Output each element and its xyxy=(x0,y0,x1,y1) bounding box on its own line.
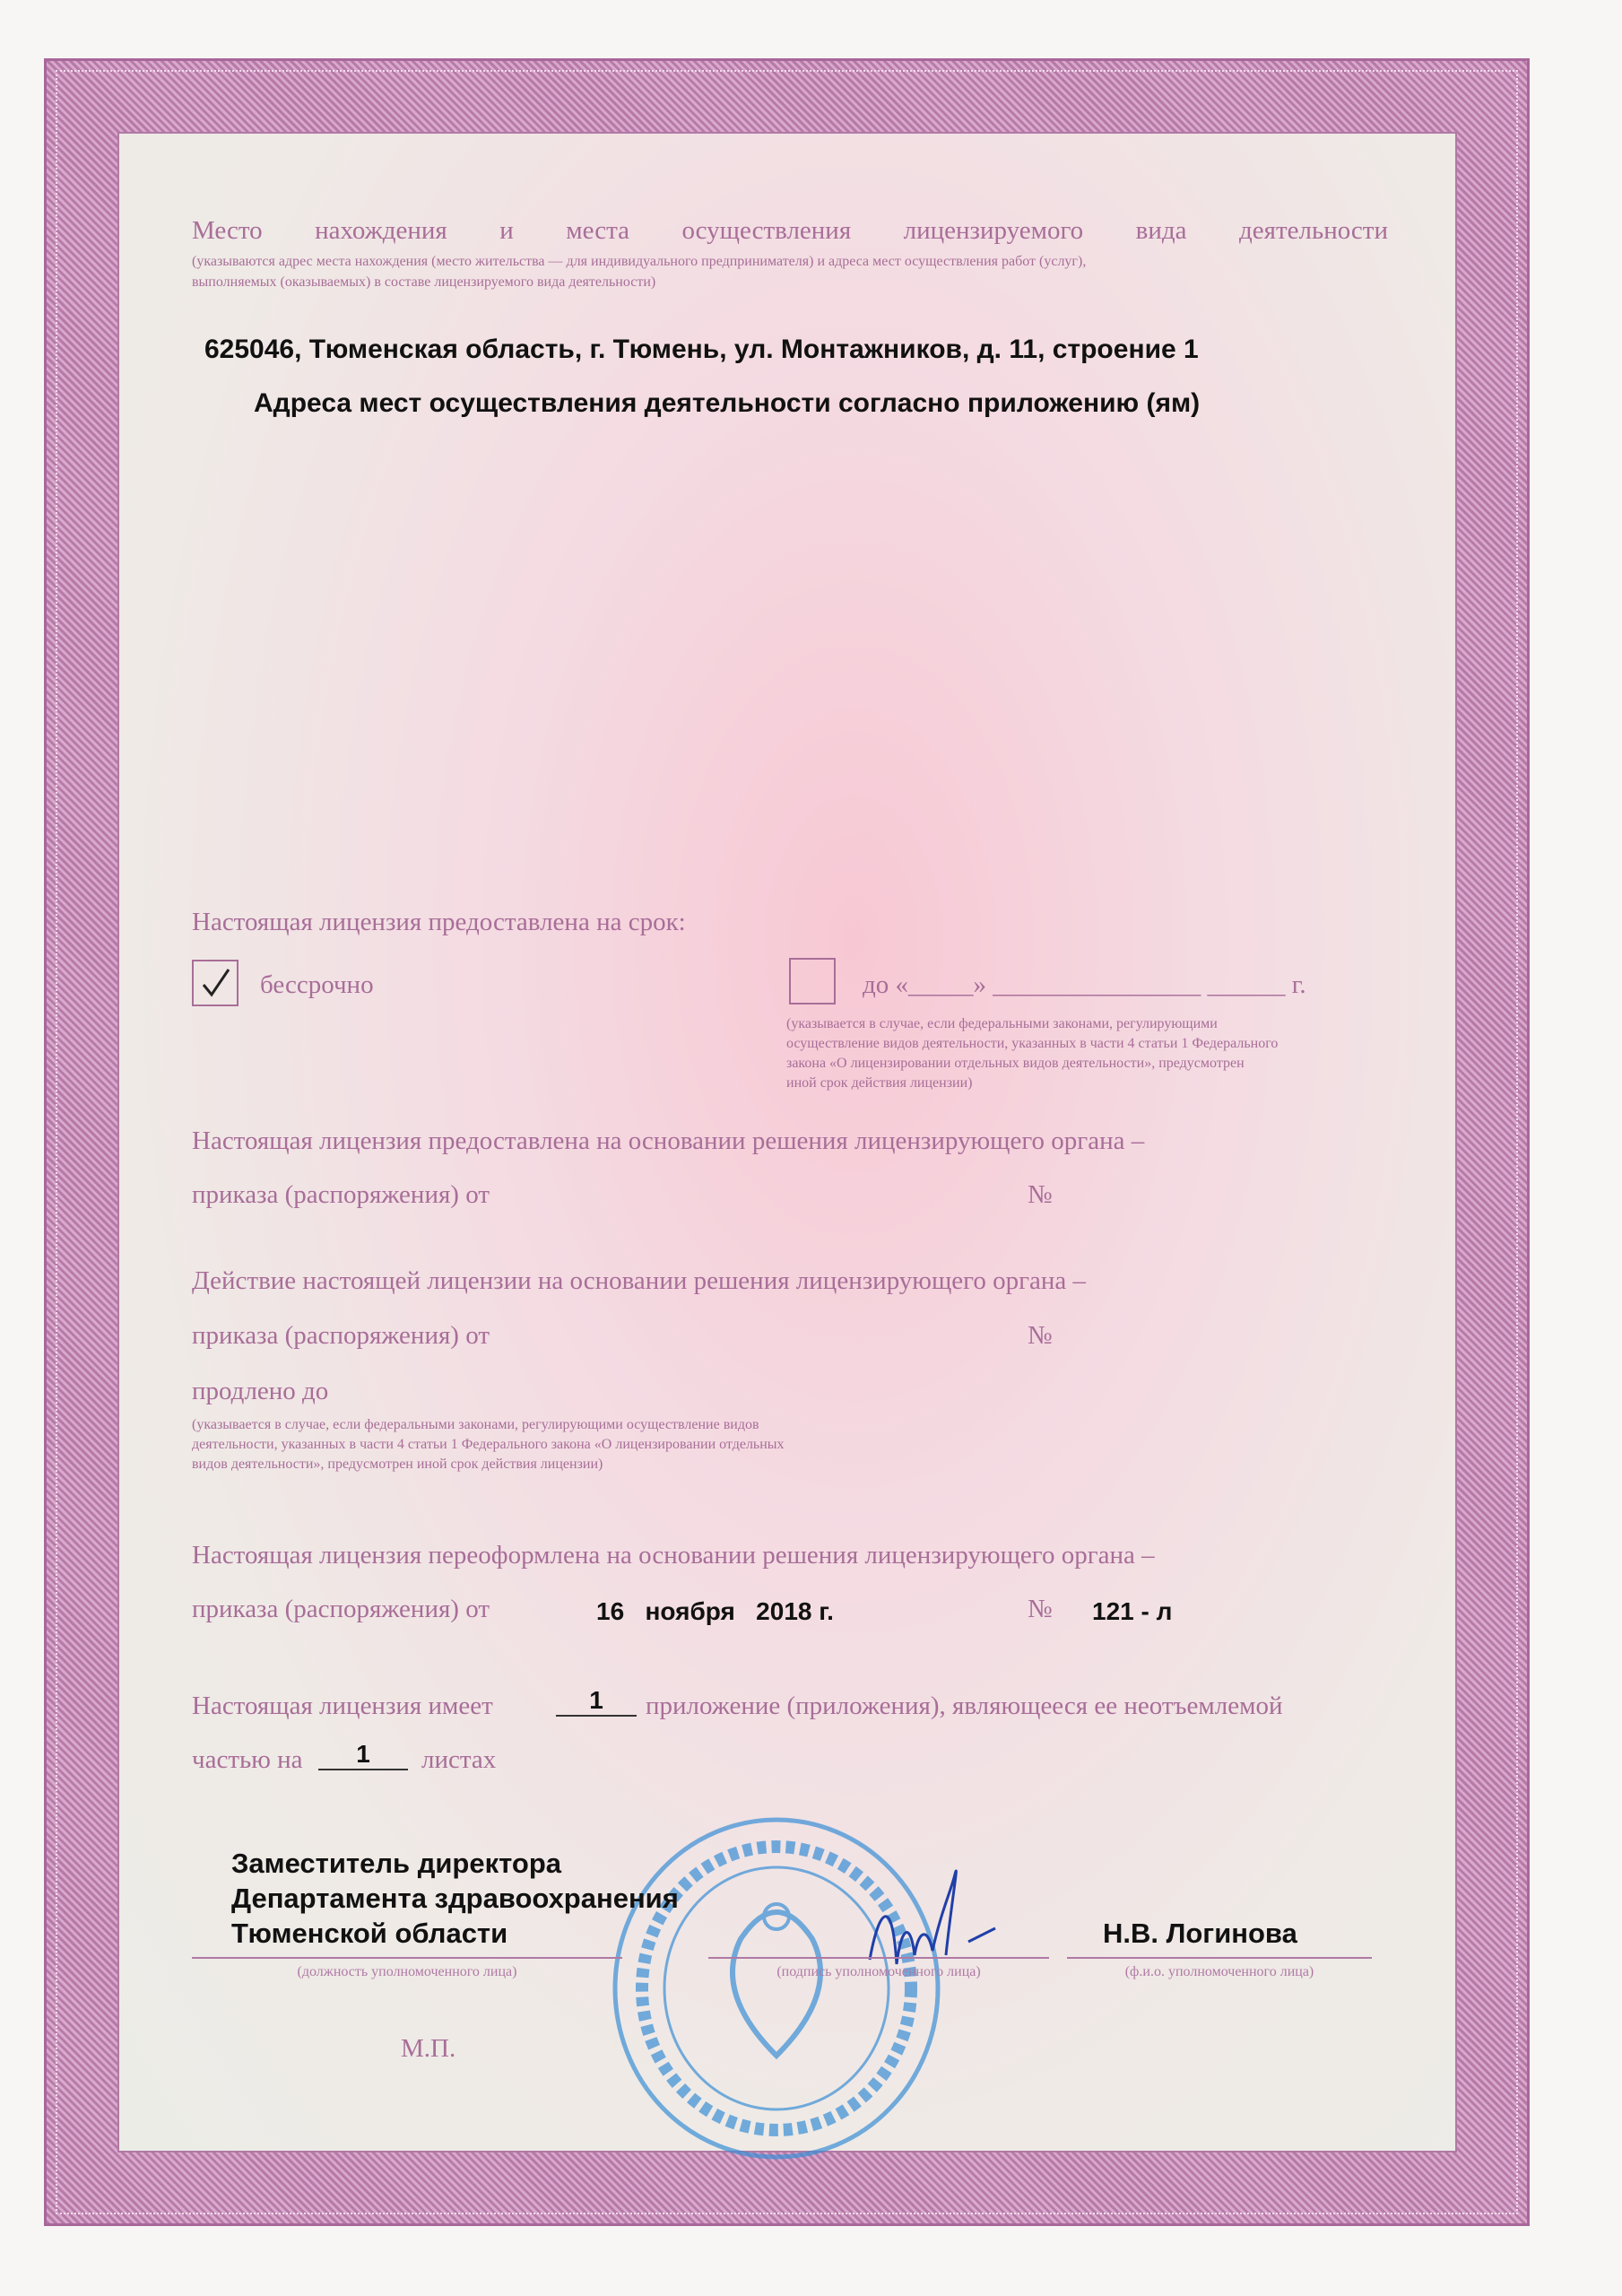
until-note-line: закона «О лицензировании отдельных видов деятельности», предусмотрен xyxy=(786,1056,1245,1071)
extension-note-line: (указывается в случае, если федеральными законами, регулирующими осуществление видов xyxy=(192,1417,759,1432)
location-note-2: выполняемых (оказываемых) в составе лицензируемого вида деятельности) xyxy=(192,274,656,290)
extension-number-label: № xyxy=(1028,1321,1053,1350)
sheets-before: частью на xyxy=(192,1745,303,1774)
appendix-count: 1 xyxy=(556,1686,637,1717)
appendix-text-after: приложение (приложения), являющееся ее неотъемлемой xyxy=(646,1692,1283,1720)
name-line xyxy=(1067,1957,1372,1959)
term-label: Настоящая лицензия предоставлена на срок: xyxy=(192,908,686,936)
addresses-note: Адреса мест осуществления деятельности согласно приложению (ям) xyxy=(254,388,1201,418)
seal-label: М.П. xyxy=(401,2034,456,2063)
extended-until-label: продлено до xyxy=(192,1377,329,1405)
reissue-number-label: № xyxy=(1028,1595,1053,1623)
until-label: до «_____» ________________ ______ г. xyxy=(863,970,1306,999)
signatory-position-3: Тюменской области xyxy=(231,1918,508,1949)
until-note-line: иной срок действия лицензии) xyxy=(786,1075,973,1091)
basis-line: Настоящая лицензия предоставлена на основании решения лицензирующего органа – xyxy=(192,1126,1145,1155)
appendix-text-before: Настоящая лицензия имеет xyxy=(192,1692,493,1720)
basis-number-label: № xyxy=(1028,1180,1053,1209)
handwritten-signature xyxy=(861,1857,1013,1973)
extension-note xyxy=(192,1415,785,1474)
extension-note-line: видов деятельности», предусмотрен иной срок действия лицензии) xyxy=(192,1457,603,1472)
unlimited-label: бессрочно xyxy=(260,970,374,999)
signatory-position-1: Заместитель директора xyxy=(231,1848,562,1879)
location-heading: Место нахождения и места осуществления лицензируемого вида деятельности xyxy=(192,216,1388,245)
checkmark-icon xyxy=(201,967,231,999)
unlimited-checkbox[interactable] xyxy=(192,960,239,1006)
until-note xyxy=(786,1014,1278,1093)
caption-name: (ф.и.о. уполномоченного лица) xyxy=(1124,1964,1314,1979)
basis-order-label: приказа (распоряжения) от xyxy=(192,1180,490,1209)
sheets-after: листах xyxy=(421,1745,497,1774)
extension-order-label: приказа (распоряжения) от xyxy=(192,1321,490,1350)
signatory-position-2: Департамента здравоохранения xyxy=(231,1883,679,1914)
extension-line: Действие настоящей лицензии на основании решения лицензирующего органа – xyxy=(192,1266,1087,1295)
reissue-number: 121 - л xyxy=(1092,1597,1173,1625)
until-checkbox[interactable] xyxy=(789,958,836,1004)
until-note-line: (указывается в случае, если федеральными законами, регулирующими xyxy=(786,1016,1218,1031)
reissue-date: 16 ноября 2018 г. xyxy=(596,1597,834,1625)
signatory-name: Н.В. Логинова xyxy=(1103,1918,1297,1949)
reissue-order-label: приказа (распоряжения) от xyxy=(192,1595,490,1623)
signature-line xyxy=(708,1957,1049,1959)
position-line xyxy=(192,1957,622,1959)
location-note-1: (указываются адрес места нахождения (место жительства — для индивидуального предпринимателя) и адреса мест осуществления работ (услуг), xyxy=(192,254,1087,269)
caption-position: (должность уполномоченного лица) xyxy=(297,1964,517,1979)
until-note-line: осуществление видов деятельности, указанных в части 4 статьи 1 Федерального xyxy=(786,1036,1279,1051)
address: 625046, Тюменская область, г. Тюмень, ул. Монтажников, д. 11, строение 1 xyxy=(204,335,1199,364)
extension-note-line: деятельности, указанных в части 4 статьи 1 Федерального закона «О лицензировании отдельных xyxy=(192,1437,785,1452)
reissue-line: Настоящая лицензия переоформлена на основании решения лицензирующего органа – xyxy=(192,1541,1155,1570)
caption-signature: (подпись уполномоченного лица) xyxy=(776,1964,981,1979)
sheets-count: 1 xyxy=(318,1740,408,1770)
